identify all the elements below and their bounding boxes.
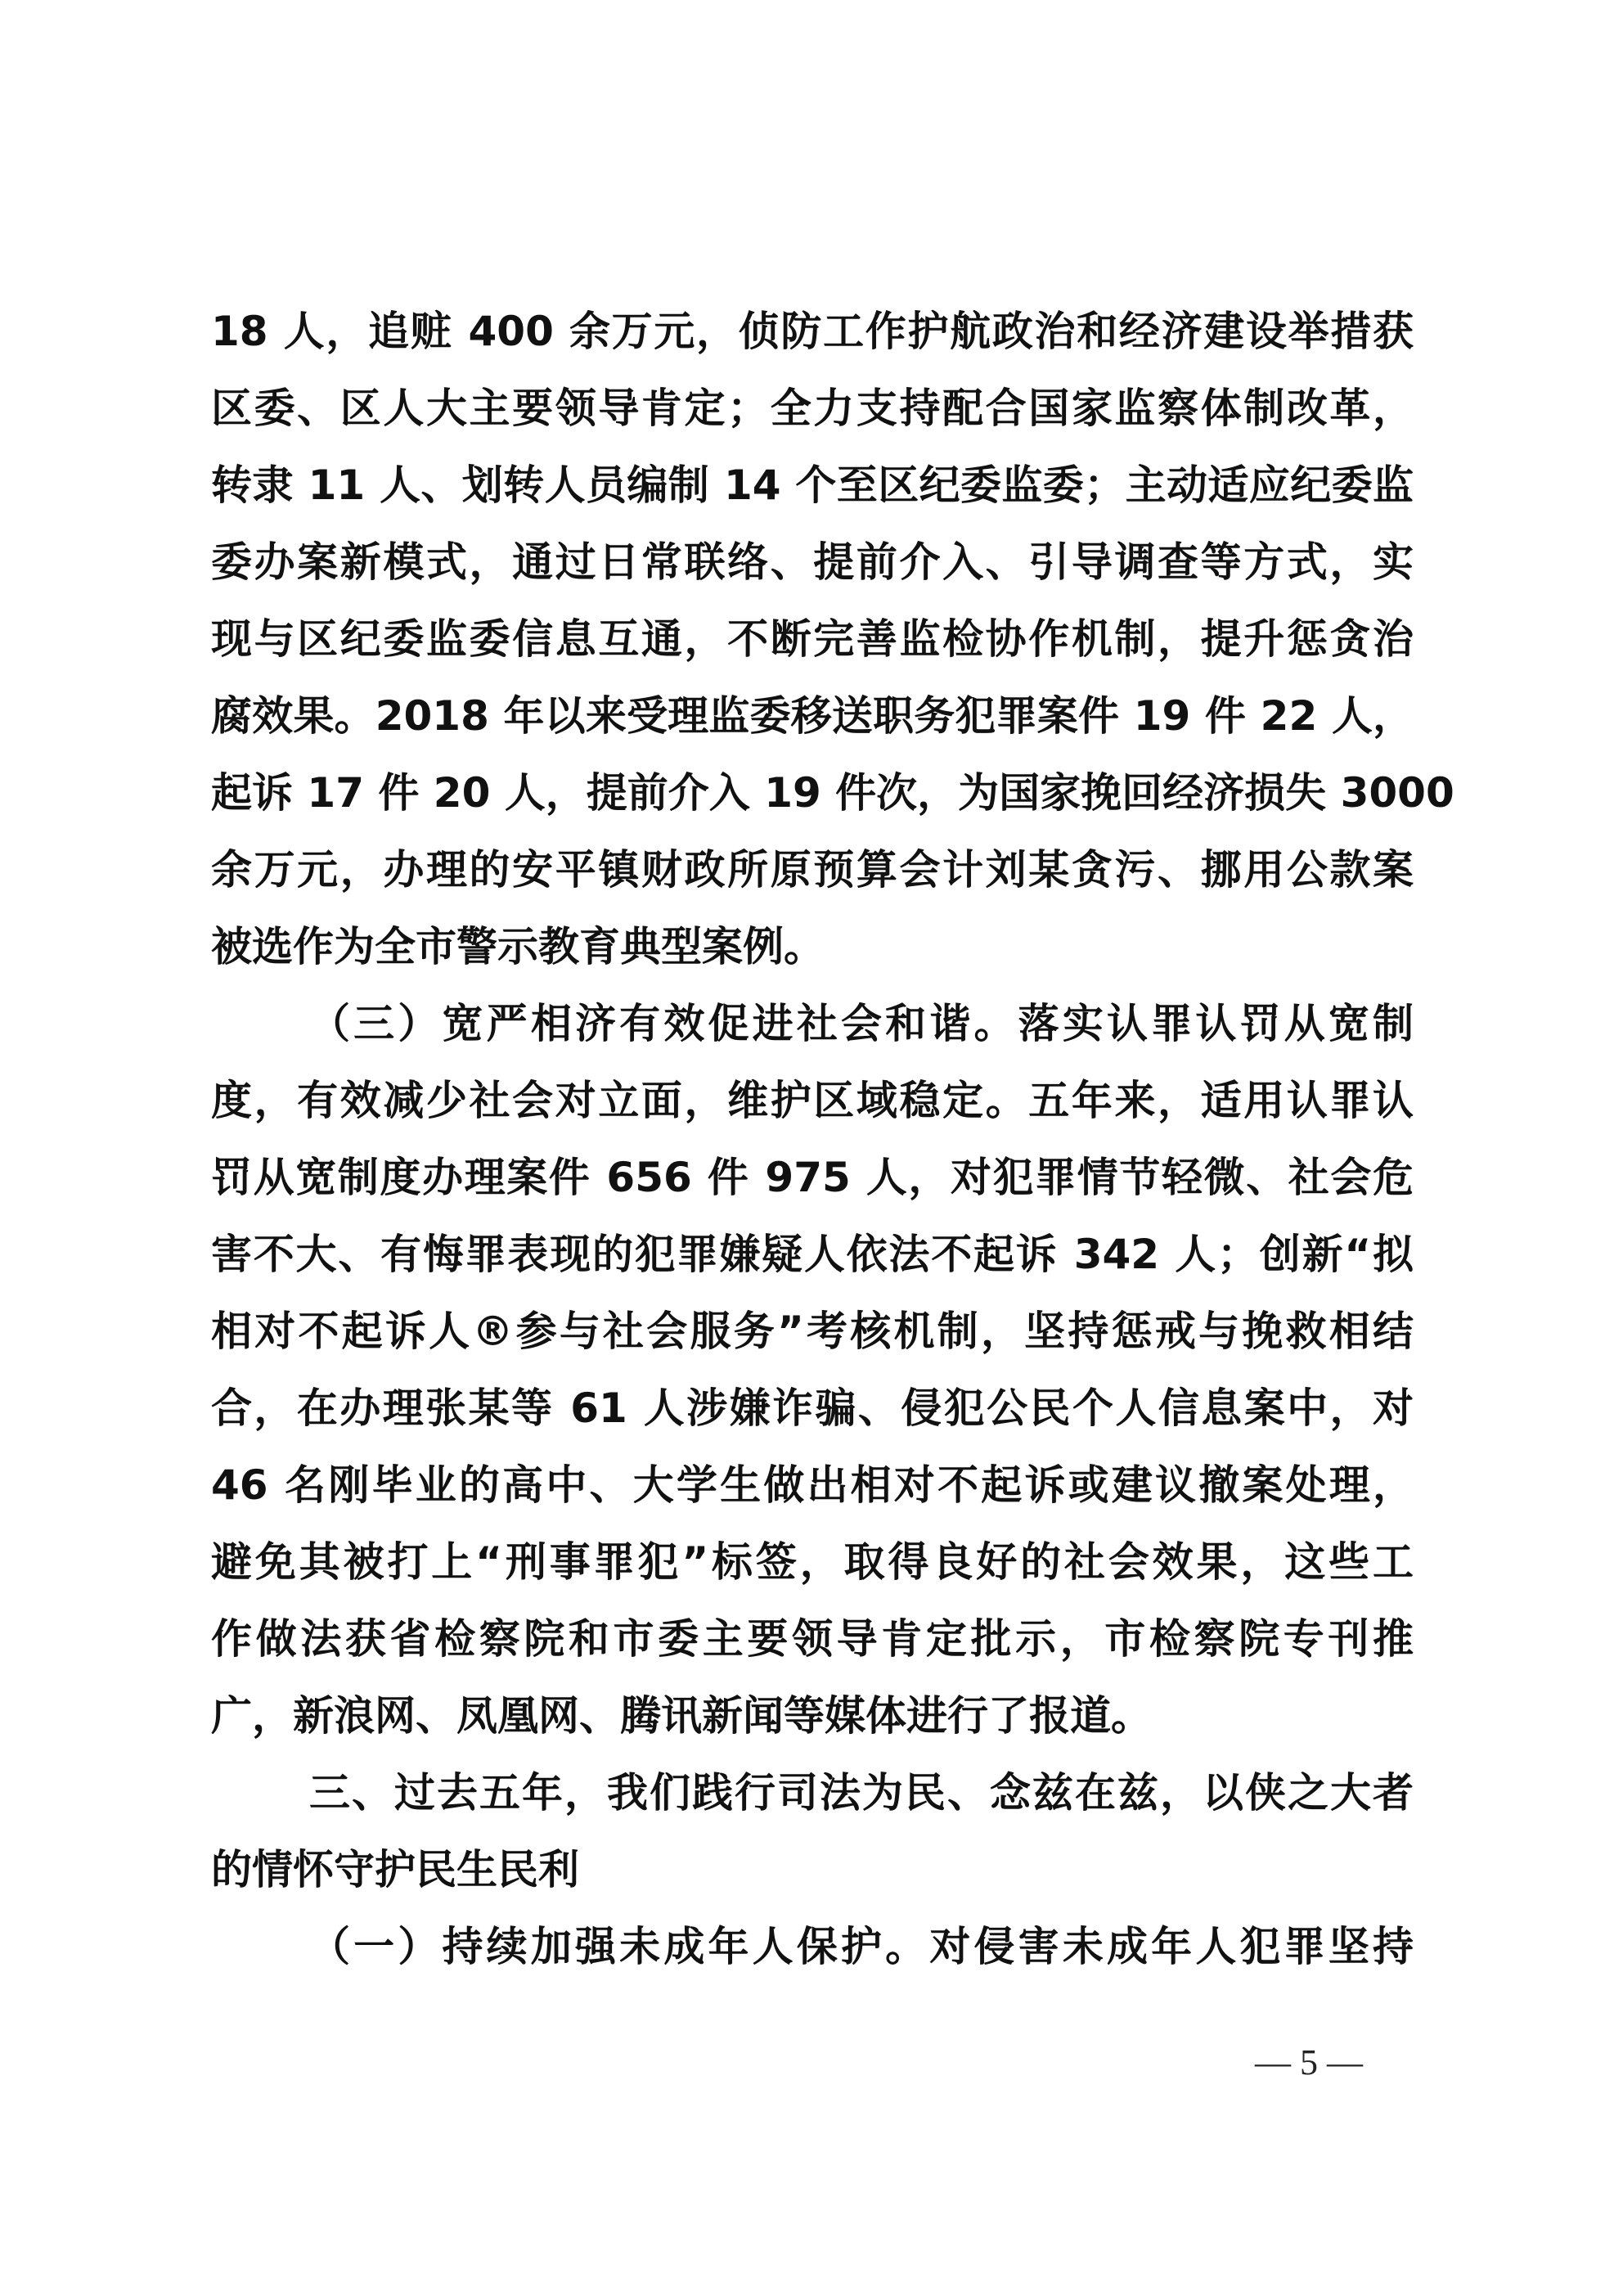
section-heading-line: （三）宽严相济有效促进社会和谐。落实认罪认罚从宽制 <box>309 1000 1414 1047</box>
chapter-heading-line: 的情怀守护民生民利 <box>211 1846 579 1893</box>
body-line: 余万元，办理的安平镇财政所原预算会计刘某贪污、挪用公款案 <box>211 846 1414 894</box>
body-line: 相对不起诉人®参与社会服务”考核机制，坚持惩戒与挽救相结 <box>211 1308 1414 1355</box>
body-line: 度，有效减少社会对立面，维护区域稳定。五年来，适用认罪认 <box>211 1077 1414 1124</box>
body-line: 腐效果。2018 年以来受理监委移送职务犯罪案件 19 件 22 人， <box>211 692 1414 740</box>
body-line: 区委、区人大主要领导肯定；全力支持配合国家监察体制改革， <box>211 385 1414 432</box>
body-line: 现与区纪委监委信息互通，不断完善监检协作机制，提升惩贪治 <box>211 615 1414 663</box>
body-line: 害不大、有悔罪表现的犯罪嫌疑人依法不起诉 342 人；创新“拟 <box>211 1231 1414 1278</box>
section-heading-line: （一）持续加强未成年人保护。对侵害未成年人犯罪坚持 <box>309 1923 1414 1970</box>
body-line: 46 名刚毕业的高中、大学生做出相对不起诉或建议撤案处理， <box>211 1461 1414 1509</box>
body-line: 被选作为全市警示教育典型案例。 <box>211 923 825 970</box>
page-number: — 5 — <box>1255 2042 1363 2082</box>
body-line: 广，新浪网、凤凰网、腾讯新闻等媒体进行了报道。 <box>211 1692 1152 1740</box>
body-line: 罚从宽制度办理案件 656 件 975 人，对犯罪情节轻微、社会危 <box>211 1154 1414 1201</box>
body-line: 合，在办理张某等 61 人涉嫌诈骗、侵犯公民个人信息案中，对 <box>211 1384 1414 1432</box>
body-line: 委办案新模式，通过日常联络、提前介入、引导调查等方式，实 <box>211 538 1414 586</box>
body-line: 作做法获省检察院和市委主要领导肯定批示，市检察院专刊推 <box>211 1615 1414 1663</box>
body-line: 避免其被打上“刑事罪犯”标签，取得良好的社会效果，这些工 <box>211 1538 1414 1586</box>
body-line: 转隶 11 人、划转人员编制 14 个至区纪委监委；主动适应纪委监 <box>211 461 1414 509</box>
body-line: 18 人，追赃 400 余万元，侦防工作护航政治和经济建设举措获 <box>211 308 1414 355</box>
body-line: 起诉 17 件 20 人，提前介入 19 件次，为国家挽回经济损失 3000 <box>211 769 1454 817</box>
chapter-heading-line: 三、过去五年，我们践行司法为民、念兹在兹，以侠之大者 <box>309 1769 1414 1817</box>
